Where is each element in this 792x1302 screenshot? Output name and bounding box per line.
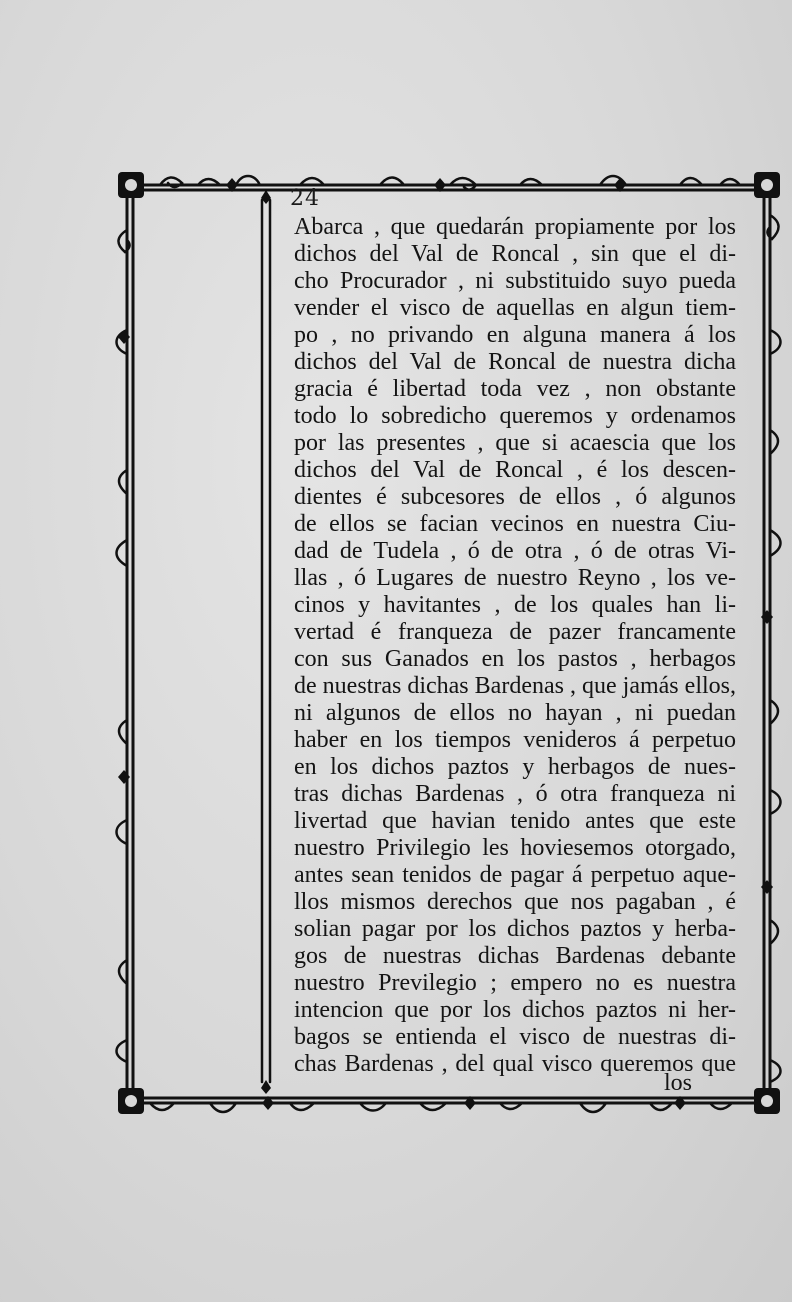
text-line: vender el visco de aquellas en algun tiem- bbox=[294, 295, 736, 321]
text-line: livertad que havian tenido antes que este bbox=[294, 808, 736, 834]
text-line: de ellos se facian vecinos en nuestra Ciu- bbox=[294, 511, 736, 537]
text-line: solian pagar por los dichos paztos y herba- bbox=[294, 916, 736, 942]
body-text bbox=[294, 214, 736, 1078]
text-line: en los dichos paztos y herbagos de nues- bbox=[294, 754, 736, 780]
catchword: los bbox=[664, 1070, 693, 1096]
text-line: llos mismos derechos que nos pagaban , é bbox=[294, 889, 736, 915]
text-line: chas Bardenas , del qual visco queremos que bbox=[294, 1051, 736, 1077]
text-line: gos de nuestras dichas Bardenas debante bbox=[294, 943, 736, 969]
text-line: po , no privando en alguna manera á los bbox=[294, 322, 736, 348]
text-line: nuestro Previlegio ; empero no es nuestra bbox=[294, 970, 736, 996]
text-line: vertad é franqueza de pazer francamente bbox=[294, 619, 736, 645]
page-number: 24 bbox=[290, 186, 320, 211]
text-line: con sus Ganados en los pastos , herbagos bbox=[294, 646, 736, 672]
text-line: dichos del Val de Roncal , sin que el di- bbox=[294, 241, 736, 267]
text-line: dichos del Val de Roncal , é los descen- bbox=[294, 457, 736, 483]
text-line: todo lo sobredicho queremos y ordenamos bbox=[294, 403, 736, 429]
text-line: dichos del Val de Roncal de nuestra dicha bbox=[294, 349, 736, 375]
text-line: cinos y havitantes , de los quales han li- bbox=[294, 592, 736, 618]
text-line: Abarca , que quedarán propiamente por los bbox=[294, 214, 736, 240]
text-line: ni algunos de ellos no hayan , ni puedan bbox=[294, 700, 736, 726]
text-line: cho Procurador , ni substituido suyo pueda bbox=[294, 268, 736, 294]
text-line: intencion que por los dichos paztos ni her- bbox=[294, 997, 736, 1023]
text-line: llas , ó Lugares de nuestro Reyno , los ve- bbox=[294, 565, 736, 591]
text-line: por las presentes , que si acaescia que los bbox=[294, 430, 736, 456]
text-line: de nuestras dichas Bardenas , que jamás ellos, bbox=[294, 673, 736, 699]
text-line: gracia é libertad toda vez , non obstante bbox=[294, 376, 736, 402]
text-line: tras dichas Bardenas , ó otra franqueza ni bbox=[294, 781, 736, 807]
text-line: bagos se entienda el visco de nuestras di- bbox=[294, 1024, 736, 1050]
text-line: antes sean tenidos de pagar á perpetuo aque- bbox=[294, 862, 736, 888]
text-line: dad de Tudela , ó de otra , ó de otras Vi- bbox=[294, 538, 736, 564]
text-line: nuestro Privilegio les hoviesemos otorgado, bbox=[294, 835, 736, 861]
text-line: haber en los tiempos venideros á perpetuo bbox=[294, 727, 736, 753]
text-line: dientes é subcesores de ellos , ó algunos bbox=[294, 484, 736, 510]
